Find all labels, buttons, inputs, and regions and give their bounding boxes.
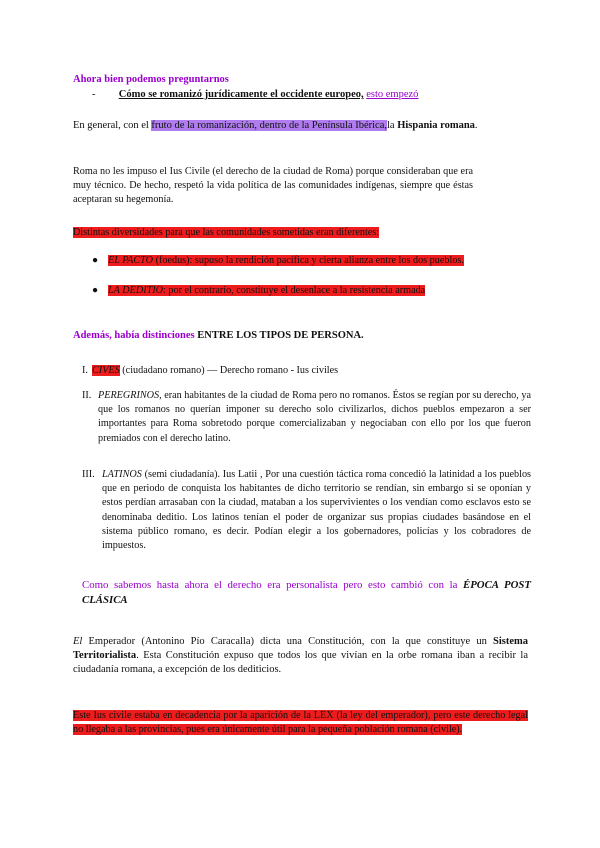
para2-text: Roma no les impuso el Ius Civile (el derecho de la ciudad de Roma) porque consideraban que era muy técnico. De hecho, respetó la vida política de las comunidades indígenas, siempre que éstas aceptaran su hegemonía. <box>73 166 473 206</box>
roman-item-peregrinos-text <box>98 389 531 446</box>
roman-num-1: I. <box>82 365 88 376</box>
bullet-deditio-desc: : por el contrario, constituye el desenlace a la resistencia armada <box>163 285 426 296</box>
peregrinos-term: PEREGRINOS, <box>98 390 162 401</box>
red-heading <box>73 226 420 240</box>
bullet-pacto-desc: (foedus): supuso la rendición pacífica y cierta alianza entre los dos pueblos. <box>153 255 464 266</box>
paragraph-epoca <box>82 578 531 608</box>
lex-text: Este Ius civile estaba en decadencia por la aparición de la LEX (la ley del emperador), pero este derecho legal no llegaba a las provincias, pues era únicamente útil para la pequeña población romana (civile). <box>73 710 528 736</box>
para1-text-b: la <box>387 120 395 131</box>
peregrinos-desc: eran habitantes de la ciudad de Roma pero no romanos. Éstos se regían por su derecho, ya que los romanos no querían imponer su derecho solo civilizarlos, dichos pueblos empezaron a ser importantes para Roma sobretodo porque comercializaban y negociaban con ello por los que fueron premiados con el derecho latino. <box>98 390 531 444</box>
heading-question-text: Ahora bien podemos preguntarnos <box>73 74 229 85</box>
roman-item-latinos <box>82 468 532 573</box>
dash-marker: - <box>92 89 96 100</box>
cives-term: CIVES <box>92 365 120 376</box>
distinctions-heading <box>73 329 533 343</box>
roman-num-2: II. <box>82 390 92 401</box>
latinos-term: LATINOS <box>102 469 142 480</box>
red-heading-text: Distintas diversidades para que las comunidades sometidas eran diferentes: <box>73 227 380 238</box>
cives-desc: (ciudadano romano) — Derecho romano - Ius civiles <box>119 365 339 376</box>
bullet-pacto <box>92 254 492 284</box>
roman-item-cives-text <box>92 364 522 378</box>
bullet-dot-icon: ● <box>92 255 99 266</box>
bullet-deditio <box>92 284 492 314</box>
epoca-bold: ÉPOCA POST CLÁSICA <box>82 579 532 606</box>
roman-item-peregrinos <box>82 389 532 459</box>
distinctions-black: ENTRE LOS TIPOS DE PERSONA. <box>197 330 364 341</box>
emperador-bold: Sistema Territorialista <box>73 636 529 662</box>
paragraph-emperador <box>73 635 528 678</box>
bullet-pacto-text <box>108 254 491 268</box>
latinos-desc: (semi ciudadanía). Ius Latii , Por una cuestión táctica roma concedió la latinidad a los pueblos que en periodo de conquista los habitantes de dicho territorio se rendían, sin embargo si se oponían y estos perdían arrasaban con la ciudad, mataban a los supervivientes o los vendían como esclavos esto se denominaba deditio. Los latinos tenían el poder de organizar sus propias ciudades basándose en el sistema público romano, es decir. Podían elegir a los gobernadores, policías y los cobradores de impuestos. <box>102 469 531 552</box>
dash-item <box>92 88 532 102</box>
bullet-deditio-text <box>108 284 491 298</box>
emperador-text-b: . Esta Constitución expuso que todos los que vivían en la orbe romana iban a recibir la ciudadanía romana, a excepción de los dediticios. <box>73 650 528 676</box>
para1-bold: Hispania romana <box>397 120 475 131</box>
epoca-text: Como sabemos hasta ahora el derecho era personalista pero esto cambió con la <box>82 579 458 591</box>
emperador-italic: El <box>73 636 83 647</box>
paragraph-hispania <box>73 119 528 133</box>
roman-item-cives <box>82 364 532 380</box>
bullet-pacto-term: EL PACTO <box>108 255 154 266</box>
bullet-deditio-term: LA DEDITIO <box>108 285 163 296</box>
paragraph-ius-civile <box>73 165 473 208</box>
para1-text-a: En general, con el <box>73 120 149 131</box>
emperador-text-a: Emperador (Antonino Pío Caracalla) dicta una Constitución, con la que constituye un <box>82 636 487 647</box>
dash-item-text: Cómo se romanizó jurídicamente el occidente europeo, <box>118 89 364 100</box>
para1-highlight: fruto de la romanización, dentro de la Península Ibérica, <box>151 120 387 131</box>
bullet-dot-icon: ● <box>92 285 99 296</box>
para1-end: . <box>474 120 478 131</box>
distinctions-purple: Además, había distinciones <box>73 330 195 341</box>
dash-item-link[interactable]: esto empezó <box>366 89 419 100</box>
roman-item-latinos-text <box>102 468 531 553</box>
roman-num-3: III. <box>82 469 95 480</box>
heading-question <box>73 73 533 87</box>
paragraph-lex <box>73 709 528 737</box>
